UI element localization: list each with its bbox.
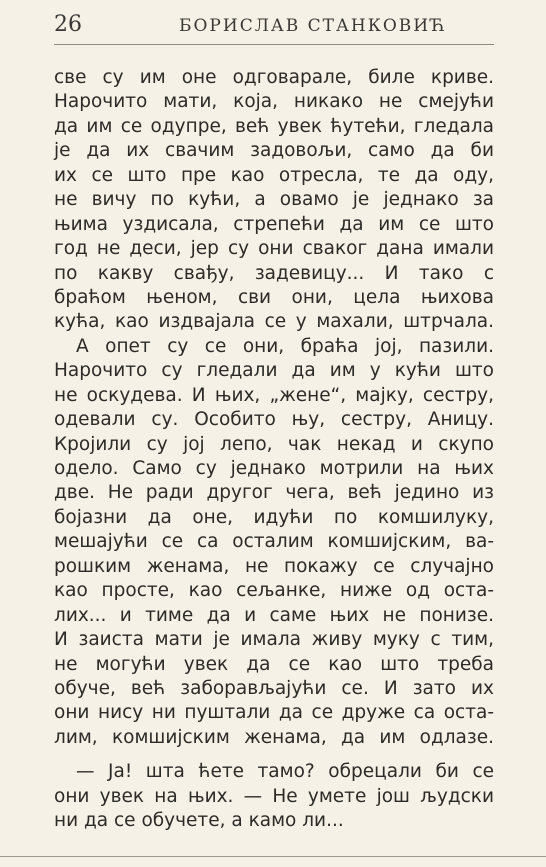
text-line: бојазни да оне, идући по комшилуку, (54, 506, 494, 528)
text-line: је да их свачим задовољи, само да би (54, 140, 494, 162)
text-line: ни да се обучете, а камо ли... (54, 810, 344, 832)
text-line: по какву свађу, задевицу... И тако с (54, 262, 494, 284)
page-number: 26 (54, 12, 82, 37)
text-line: кућа, као издвајала се у махали, штрчала. (54, 311, 494, 333)
text-line: они нису ни пуштали да се друже са оста- (54, 702, 494, 724)
text-line: рошким женама, не покажу се случајно (54, 555, 494, 577)
text-line: они увек на њих. — Не умете још људски (54, 785, 494, 807)
text-line: год не деси, јер су они сваког дана имали (54, 238, 494, 260)
paragraph-gap (54, 750, 494, 760)
text-line: не могући увек да се као што треба (54, 653, 494, 675)
text-line: не вичу по кући, а овамо је једнако за (54, 189, 494, 211)
text-line: да им се одупре, већ увек ћутећи, гледала (54, 115, 494, 137)
text-line: мешајући се са осталим комшијским, ва- (54, 531, 494, 553)
text-line: лих... и тиме да и саме њих не понизе. (54, 604, 494, 626)
text-line: А опет су се они, браћа јој, пазили. (76, 335, 494, 357)
header-rule (54, 44, 494, 45)
body-text (54, 66, 494, 834)
text-line: као просте, као сељанке, ниже од оста- (54, 580, 494, 602)
text-line: одело. Само су једнако мотрили на њих (54, 458, 494, 479)
text-line: не оскудева. И њих, „жене“, мајку, сестру, (54, 384, 494, 406)
text-line: две. Не ради другог чега, већ једино из (54, 482, 494, 504)
text-line: Кројили су јој лепо, чак некад и скупо (54, 433, 494, 455)
text-line: лим, комшијским женама, да им одлазе. (54, 726, 494, 748)
text-line: Нарочито мати, која, никако не смејући (54, 91, 494, 113)
text-line: одевали су. Особито њу, сестру, Аницу. (54, 409, 494, 431)
text-line: све су им оне одговарале, биле криве. (54, 67, 494, 88)
bottom-edge-rule (0, 856, 546, 857)
text-line: обуче, већ заборављајући се. И зато их (54, 677, 494, 699)
text-line: Нарочито су гледали да им у кући што (54, 360, 494, 382)
text-line: њима уздисала, стрепећи да им се што (54, 213, 494, 235)
text-line: их се што пре као отресла, те да оду, (54, 164, 494, 186)
text-line: — Ја! шта ћете тамо? обрецали би се (76, 761, 494, 783)
text-line: И заиста мати је имала живу муку с тим, (54, 629, 494, 651)
page-header (54, 12, 494, 38)
text-line: браћом њеном, сви они, цела њихова (54, 286, 494, 308)
running-title: БОРИСЛАВ СТАНКОВИЋ (179, 16, 447, 36)
